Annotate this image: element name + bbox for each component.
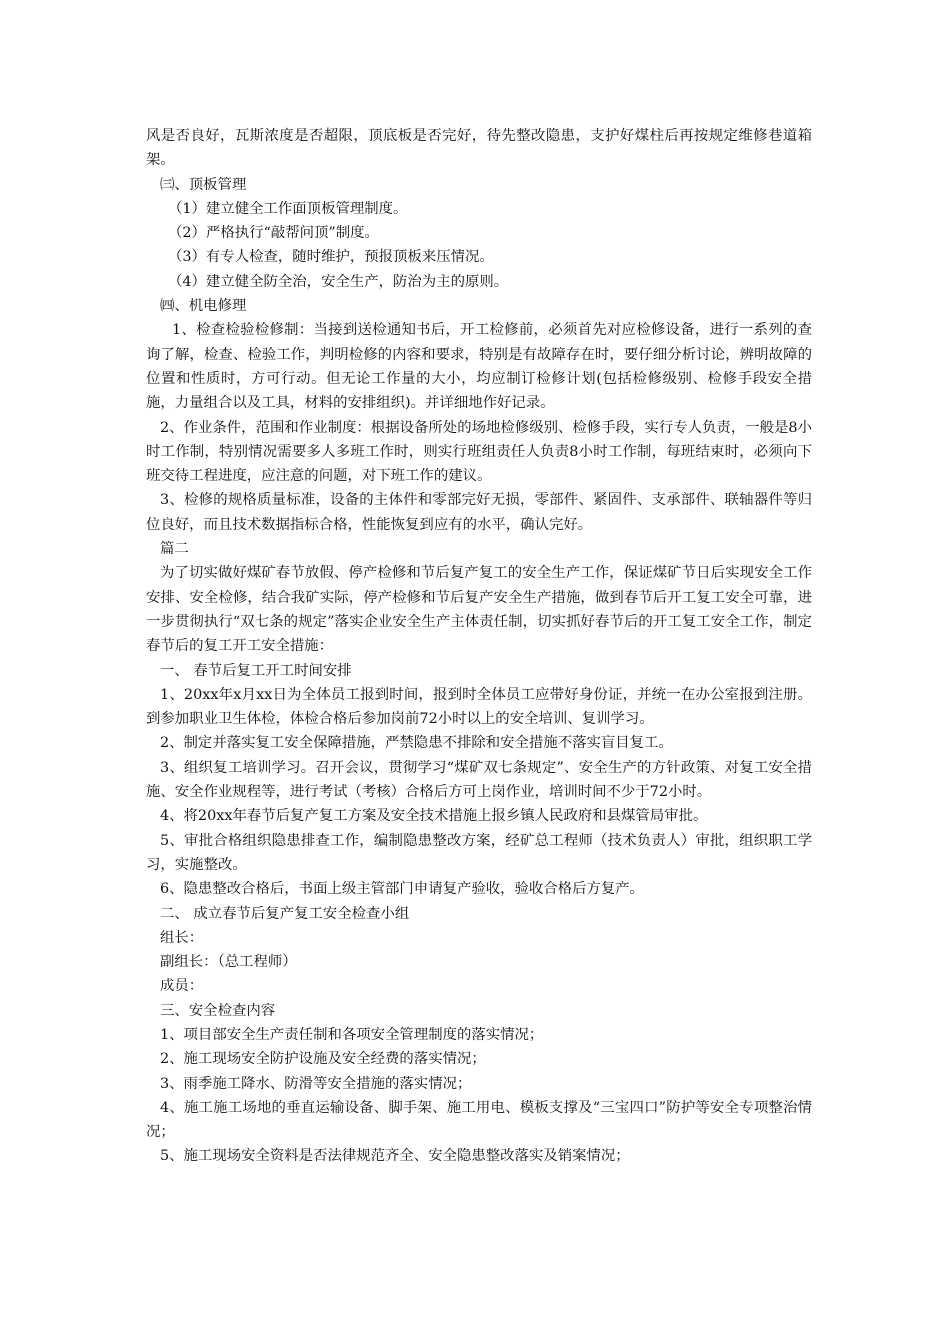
paragraph: 1、检查检验检修制：当接到送检通知书后，开工检修前，必须首先对应检修设备，进行一系列的查询了解，检查、检验工作，判明检修的内容和要求，特别是有故障存在时，要仔细分析讨论，辨明故障的位置和性质时，方可行动。但无论工作量的大小，均应制订检修计划(包括检修级别、检修手段安全措施，力量组合以及工具，材料的安排组织)。并详细地作好记录。 (146, 322, 812, 412)
paragraph: 5、施工现场安全资料是否法律规范齐全、安全隐患整改落实及销案情况； (160, 1148, 630, 1165)
paragraph: 一、 春节后复工开工时间安排 (160, 662, 352, 679)
paragraph: 成员： (160, 978, 204, 995)
paragraph: 6、隐患整改合格后，书面上级主管部门申请复产验收，验收合格后方复产。 (160, 881, 645, 898)
paragraph: 1、项目部安全生产责任制和各项安全管理制度的落实情况； (160, 1026, 544, 1043)
paragraph: （3）有专人检查，随时维护，预报顶板来压情况。 (168, 249, 494, 266)
paragraph: 风是否良好，瓦斯浓度是否超限，顶底板是否完好，待先整改隐患，支护好煤柱后再按规定维修巷道箱架。 (146, 128, 812, 169)
paragraph: （4）建立健全防全治，安全生产，防治为主的原则。 (168, 273, 509, 290)
paragraph: 二、 成立春节后复产复工安全检查小组 (160, 905, 410, 922)
paragraph: 三、安全检查内容 (160, 1002, 276, 1019)
paragraph: 为了切实做好煤矿春节放假、停产检修和节后复产复工的安全生产工作，保证煤矿节日后实现安全工作安排、安全检修，结合我矿实际，停产检修和节后复产安全生产措施，做到春节后开工复工安全可靠，进一步贯彻执行“双七条的规定”落实企业安全生产主体责任制，切实抓好春节后的开工复工安全工作，制定春节后的复工开工安全措施： (146, 565, 812, 655)
paragraph: （2）严格执行“敲帮问顶”制度。 (168, 225, 379, 242)
paragraph: 3、雨季施工降水、防滑等安全措施的落实情况； (160, 1075, 472, 1092)
paragraph: 5、审批合格组织隐患排查工作，编制隐患整改方案，经矿总工程师（技术负责人）审批，组织职工学习，实施整改。 (146, 832, 812, 873)
document-page (146, 124, 812, 1169)
paragraph: 篇二 (160, 541, 189, 558)
paragraph: 4、将20xx年春节后复产复工方案及安全技术措施上报乡镇人民政府和县煤管局审批。 (160, 808, 708, 825)
paragraph: 3、组织复工培训学习。召开会议，贯彻学习“煤矿双七条规定”、安全生产的方针政策、对复工安全措施、安全作业规程等，进行考试（考核）合格后方可上岗作业，培训时间不少于72小时。 (146, 759, 812, 801)
paragraph: （1）建立健全工作面顶板管理制度。 (168, 200, 408, 217)
paragraph: 2、制定并落实复工安全保障措施，严禁隐患不排除和安全措施不落实盲目复工。 (160, 735, 673, 752)
paragraph: ㈣、机电修理 (160, 298, 247, 315)
paragraph: 2、作业条件，范围和作业制度：根据设备所处的场地检修级别、检修手段，实行专人负责，一般是8小时工作制，特别情况需要多人多班工作时，则实行班组责任人负责8小时工作制，每班结束时，必须向下班交待工程进度，应注意的问题，对下班工作的建议。 (146, 419, 812, 485)
paragraph: ㈢、顶板管理 (160, 176, 247, 193)
paragraph: 3、检修的规格质量标准，设备的主体件和零部完好无损，零部件、紧固件、支承部件、联轴器件等归位良好，而且技术数据指标合格，性能恢复到应有的水平，确认完好。 (146, 492, 812, 533)
paragraph: 4、施工施工场地的垂直运输设备、脚手架、施工用电、模板支撑及“三宝四口”防护等安全专项整治情况； (146, 1099, 812, 1141)
paragraph: 副组长：（总工程师） (160, 954, 297, 971)
paragraph: 2、施工现场安全防护设施及安全经费的落实情况； (160, 1051, 486, 1068)
paragraph: 组长： (160, 929, 204, 946)
paragraph: 1、20xx年x月xx日为全体员工报到时间，报到时全体员工应带好身份证，并统一在办公室报到注册。到参加职业卫生体检，体检合格后参加岗前72小时以上的安全培训、复训学习。 (146, 686, 812, 728)
